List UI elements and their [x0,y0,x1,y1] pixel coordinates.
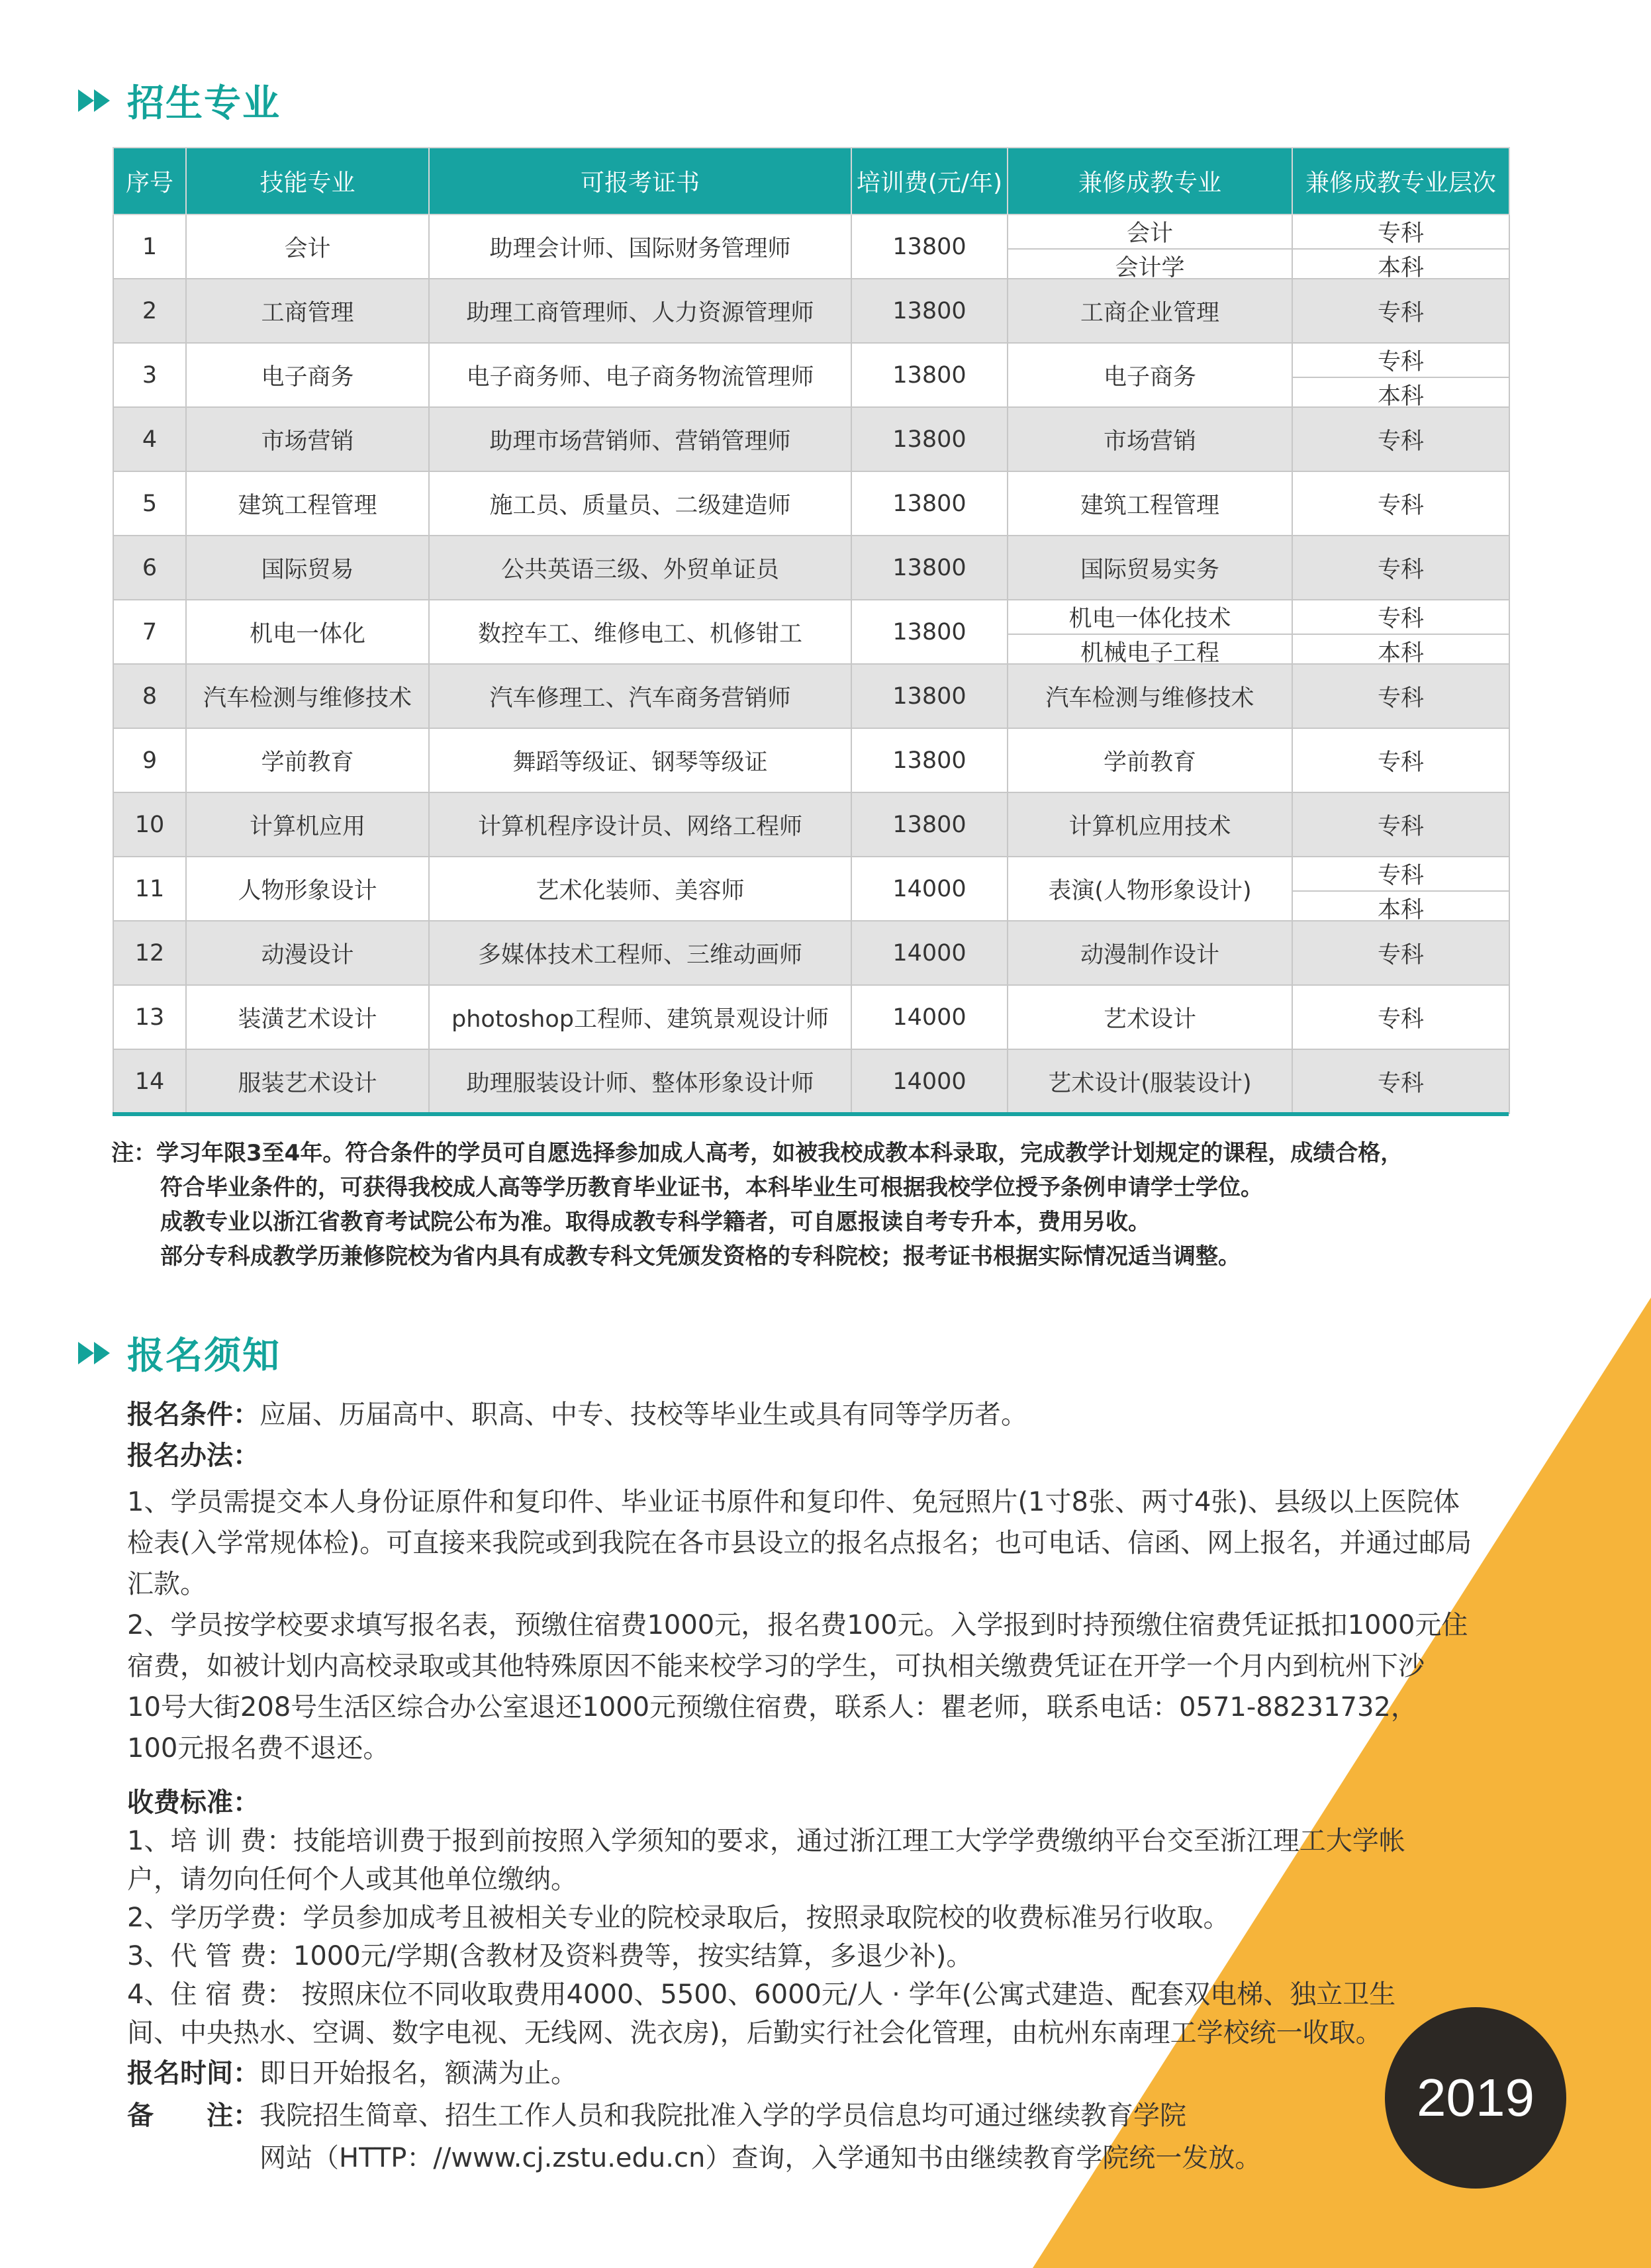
registration-time-remarks [127,2052,1557,2179]
cell-fee: 13800 [851,728,1008,792]
cell-level [1292,664,1509,728]
cell-no: 4 [113,407,186,471]
cell-fee: 13800 [851,407,1008,471]
cell-skill: 工商管理 [186,279,429,343]
cell-cert: 电子商务师、电子商务物流管理师 [429,343,851,407]
cell-level [1292,536,1509,600]
time-label: 报名时间： [127,2058,259,2089]
cell-major-item: 机电一体化技术 [1068,606,1231,632]
cell-level [1292,279,1509,343]
cell-level-item: 专科 [1377,1006,1424,1033]
cell-major-item: 动漫制作设计 [1080,941,1219,969]
cell-major [1008,664,1292,728]
method-line: 10号大街208号生活区综合办公室退还1000元预缴住宿费，联系人：瞿老师，联系电话：0571-88231732， [127,1692,1417,1723]
fee-line: 户，请勿向任何个人或其他单位缴纳。 [127,1864,577,1895]
remark-text: 我院招生简章、招生工作人员和我院批准入学的学员信息均可通过继续教育学院 [259,2101,1186,2131]
cell-fee: 14000 [851,985,1008,1049]
cell-major-item: 市场营销 [1103,428,1196,455]
cell-no: 9 [113,728,186,792]
cell-major-item: 学前教育 [1103,749,1196,776]
note-line: 部分专科成教学历兼修院校为省内具有成教专科文凭颁发资格的专科院校；报考证书根据实际情况适当调整。 [160,1243,1241,1270]
note-line: 注：学习年限3至4年。符合条件的学员可自愿选择参加成人高考，如被我校成教本科录取，完成教学计划规定的课程，成绩合格， [111,1140,1403,1166]
majors-table [113,147,1510,1114]
cell-level-item: 专科 [1377,813,1424,840]
cell-no: 13 [113,985,186,1049]
cell-major [1008,471,1292,536]
cell-major-item: 机械电子工程 [1008,634,1292,668]
remark-text-2: 网站（HTTP：//www.cj.zstu.edu.cn）查询，入学通知书由继续教育学院统一发放。 [259,2143,1262,2173]
cell-fee: 14000 [851,857,1008,921]
note-line: 成教专业以浙江省教育考试院公布为准。取得成教专科学籍者，可自愿报读自考专升本，费用另收。 [160,1209,1151,1235]
cell-major [1008,921,1292,985]
cell-level-item: 专科 [1377,1070,1424,1097]
cell-major [1008,1049,1292,1113]
cell-level [1292,985,1509,1049]
table-row [113,343,1509,407]
cond-label: 报名条件： [127,1399,259,1430]
year-badge: 2019 [1385,2007,1566,2189]
fee-line: 4、住 宿 费： 按照床位不同收取费用4000、5500、6000元/人 · 学年(公寓式建造、配套双电梯、独立卫生 [127,1979,1396,2010]
cell-skill: 学前教育 [186,728,429,792]
cell-level-item: 本科 [1293,634,1509,668]
cell-fee: 13800 [851,279,1008,343]
method-line: 检表(入学常规体检)。可直接来我院或到我院在各市县设立的报名点报名；也可电话、信函、网上报名，并通过邮局 [127,1528,1472,1558]
cell-major [1008,985,1292,1049]
cell-fee: 13800 [851,214,1008,279]
cell-level-item: 专科 [1377,685,1424,712]
cell-major-item: 会计 [1126,220,1173,247]
cell-no: 3 [113,343,186,407]
cell-major-item: 艺术设计 [1103,1006,1196,1033]
header-fee: 培训费(元/年) [851,148,1008,214]
cell-skill: 服装艺术设计 [186,1049,429,1113]
cell-major [1008,343,1292,407]
cell-level [1292,792,1509,857]
cell-fee: 13800 [851,471,1008,536]
cell-cert: 舞蹈等级证、钢琴等级证 [429,728,851,792]
cell-cert: 艺术化装师、美容师 [429,857,851,921]
cell-level [1292,921,1509,985]
header-level: 兼修成教专业层次 [1292,148,1509,214]
cell-cert: 公共英语三级、外贸单证员 [429,536,851,600]
cell-major-item: 计算机应用技术 [1068,813,1231,840]
cell-level [1292,214,1509,279]
method-line: 汇款。 [127,1569,207,1599]
cell-fee: 14000 [851,1049,1008,1113]
cell-fee: 13800 [851,792,1008,857]
cell-level [1292,857,1509,921]
table-row [113,985,1509,1049]
section-heading-registration [78,1327,281,1380]
cell-major-item: 表演(人物形象设计) [1048,877,1252,904]
cell-no: 11 [113,857,186,921]
remark-label: 备 注： [127,2101,259,2131]
table-row [113,857,1509,921]
cell-level-item: 专科 [1377,606,1424,632]
note-line: 符合毕业条件的，可获得我校成人高等学历教育毕业证书，本科毕业生可根据我校学位授予条例申请学士学位。 [160,1174,1263,1201]
cell-fee: 13800 [851,600,1008,664]
cell-no: 10 [113,792,186,857]
cell-level-item: 专科 [1377,492,1424,519]
fee-line: 3、代 管 费：1000元/学期(含教材及资料费等，按实结算，多退少补)。 [127,1941,973,1971]
cell-major-item: 会计学 [1008,248,1292,283]
registration-methods [127,1482,1557,1769]
cell-level [1292,728,1509,792]
cell-no: 7 [113,600,186,664]
section-heading-majors [78,74,281,127]
time-text: 即日开始报名，额满为止。 [259,2058,577,2089]
cell-cert: 助理会计师、国际财务管理师 [429,214,851,279]
cell-major-item: 艺术设计(服装设计) [1048,1070,1252,1097]
method-line: 100元报名费不退还。 [127,1733,390,1764]
cell-no: 6 [113,536,186,600]
cell-level-item: 本科 [1293,377,1509,411]
header-no: 序号 [113,148,186,214]
cell-level [1292,1049,1509,1113]
cell-major [1008,279,1292,343]
cell-skill: 电子商务 [186,343,429,407]
double-arrow-icon [78,89,113,112]
cell-major-item: 电子商务 [1103,363,1196,391]
method-label: 报名办法： [127,1441,259,1471]
cell-major [1008,536,1292,600]
table-bottom-bar [113,1112,1509,1116]
cell-skill: 汽车检测与维修技术 [186,664,429,728]
cell-skill: 装潢艺术设计 [186,985,429,1049]
cell-cert: 助理市场营销师、营销管理师 [429,407,851,471]
cell-level-item: 专科 [1377,349,1424,375]
header-skill: 技能专业 [186,148,429,214]
cell-no: 14 [113,1049,186,1113]
table-row [113,600,1509,664]
cell-cert: 助理工商管理师、人力资源管理师 [429,279,851,343]
cell-level-item: 专科 [1377,749,1424,776]
cell-no: 12 [113,921,186,985]
cell-fee: 13800 [851,536,1008,600]
cell-level-item: 专科 [1377,863,1424,889]
registration-conditions [127,1394,1557,1476]
cell-major [1008,792,1292,857]
fee-standards [127,1783,1557,2052]
cell-level-item: 专科 [1377,220,1424,247]
header-cert: 可报考证书 [429,148,851,214]
cell-major-item: 建筑工程管理 [1080,492,1219,519]
cell-level-item: 专科 [1377,428,1424,455]
cell-skill: 建筑工程管理 [186,471,429,536]
cond-text: 应届、历届高中、职高、中专、技校等毕业生或具有同等学历者。 [259,1399,1027,1430]
cell-skill: 计算机应用 [186,792,429,857]
method-line: 1、学员需提交本人身份证原件和复印件、毕业证书原件和复印件、免冠照片(1寸8张、两寸4张)、县级以上医院体 [127,1487,1460,1517]
cell-skill: 人物形象设计 [186,857,429,921]
cell-major [1008,728,1292,792]
cell-fee: 13800 [851,343,1008,407]
method-line: 宿费，如被计划内高校录取或其他特殊原因不能来校学习的学生，可执相关缴费凭证在开学一个月内到杭州下沙 [127,1651,1425,1681]
cell-major-item: 国际贸易实务 [1080,556,1219,583]
cell-cert: photoshop工程师、建筑景观设计师 [429,985,851,1049]
fee-line: 间、中央热水、空调、数字电视、无线网、洗衣房)，后勤实行社会化管理，由杭州东南理工学校统一收取。 [127,2018,1382,2048]
cell-level [1292,471,1509,536]
cell-level-item: 专科 [1377,556,1424,583]
fee-label: 收费标准： [127,1787,259,1818]
cell-cert: 施工员、质量员、二级建造师 [429,471,851,536]
cell-no: 2 [113,279,186,343]
double-arrow-icon [78,1342,113,1364]
header-major: 兼修成教专业 [1008,148,1292,214]
fee-line: 2、学历学费：学员参加成考且被相关专业的院校录取后，按照录取院校的收费标准另行收取。 [127,1903,1230,1933]
cell-level-item: 本科 [1293,890,1509,925]
cell-major [1008,214,1292,279]
cell-skill: 国际贸易 [186,536,429,600]
cell-level [1292,600,1509,667]
table-row [113,407,1509,471]
cell-skill: 机电一体化 [186,600,429,664]
cell-no: 5 [113,471,186,536]
cell-major [1008,407,1292,471]
cell-level-item: 专科 [1377,299,1424,326]
cell-no: 1 [113,214,186,279]
table-header-row [113,148,1509,214]
cell-no: 8 [113,664,186,728]
table-row [113,664,1509,728]
cell-level [1292,343,1509,410]
cell-major-item: 工商企业管理 [1080,299,1219,326]
fee-line: 1、培 训 费：技能培训费于报到前按照入学须知的要求，通过浙江理工大学学费缴纳平台交至浙江理工大学帐 [127,1826,1405,1856]
cell-major [1008,600,1292,667]
cell-major [1008,857,1292,921]
cell-major-item: 汽车检测与维修技术 [1045,685,1254,712]
cell-skill: 市场营销 [186,407,429,471]
table-row [113,536,1509,600]
cell-cert: 助理服装设计师、整体形象设计师 [429,1049,851,1113]
cell-level-item: 专科 [1377,941,1424,969]
method-line: 2、学员按学校要求填写报名表，预缴住宿费1000元，报名费100元。入学报到时持预缴住宿费凭证抵扣1000元住 [127,1610,1468,1640]
notes-block [111,1136,1541,1274]
cell-cert: 数控车工、维修电工、机修钳工 [429,600,851,664]
table-row [113,728,1509,792]
table-row [113,279,1509,343]
section-title: 报名须知 [127,1335,281,1378]
cell-cert: 多媒体技术工程师、三维动画师 [429,921,851,985]
cell-fee: 14000 [851,921,1008,985]
cell-fee: 13800 [851,664,1008,728]
table-row [113,1049,1509,1113]
table-row [113,792,1509,857]
cell-level [1292,407,1509,471]
cell-cert: 汽车修理工、汽车商务营销师 [429,664,851,728]
table-row [113,214,1509,279]
table-row [113,471,1509,536]
cell-cert: 计算机程序设计员、网络工程师 [429,792,851,857]
section-title: 招生专业 [127,82,281,125]
cell-skill: 会计 [186,214,429,279]
cell-skill: 动漫设计 [186,921,429,985]
cell-level-item: 本科 [1293,248,1509,283]
table-row [113,921,1509,985]
